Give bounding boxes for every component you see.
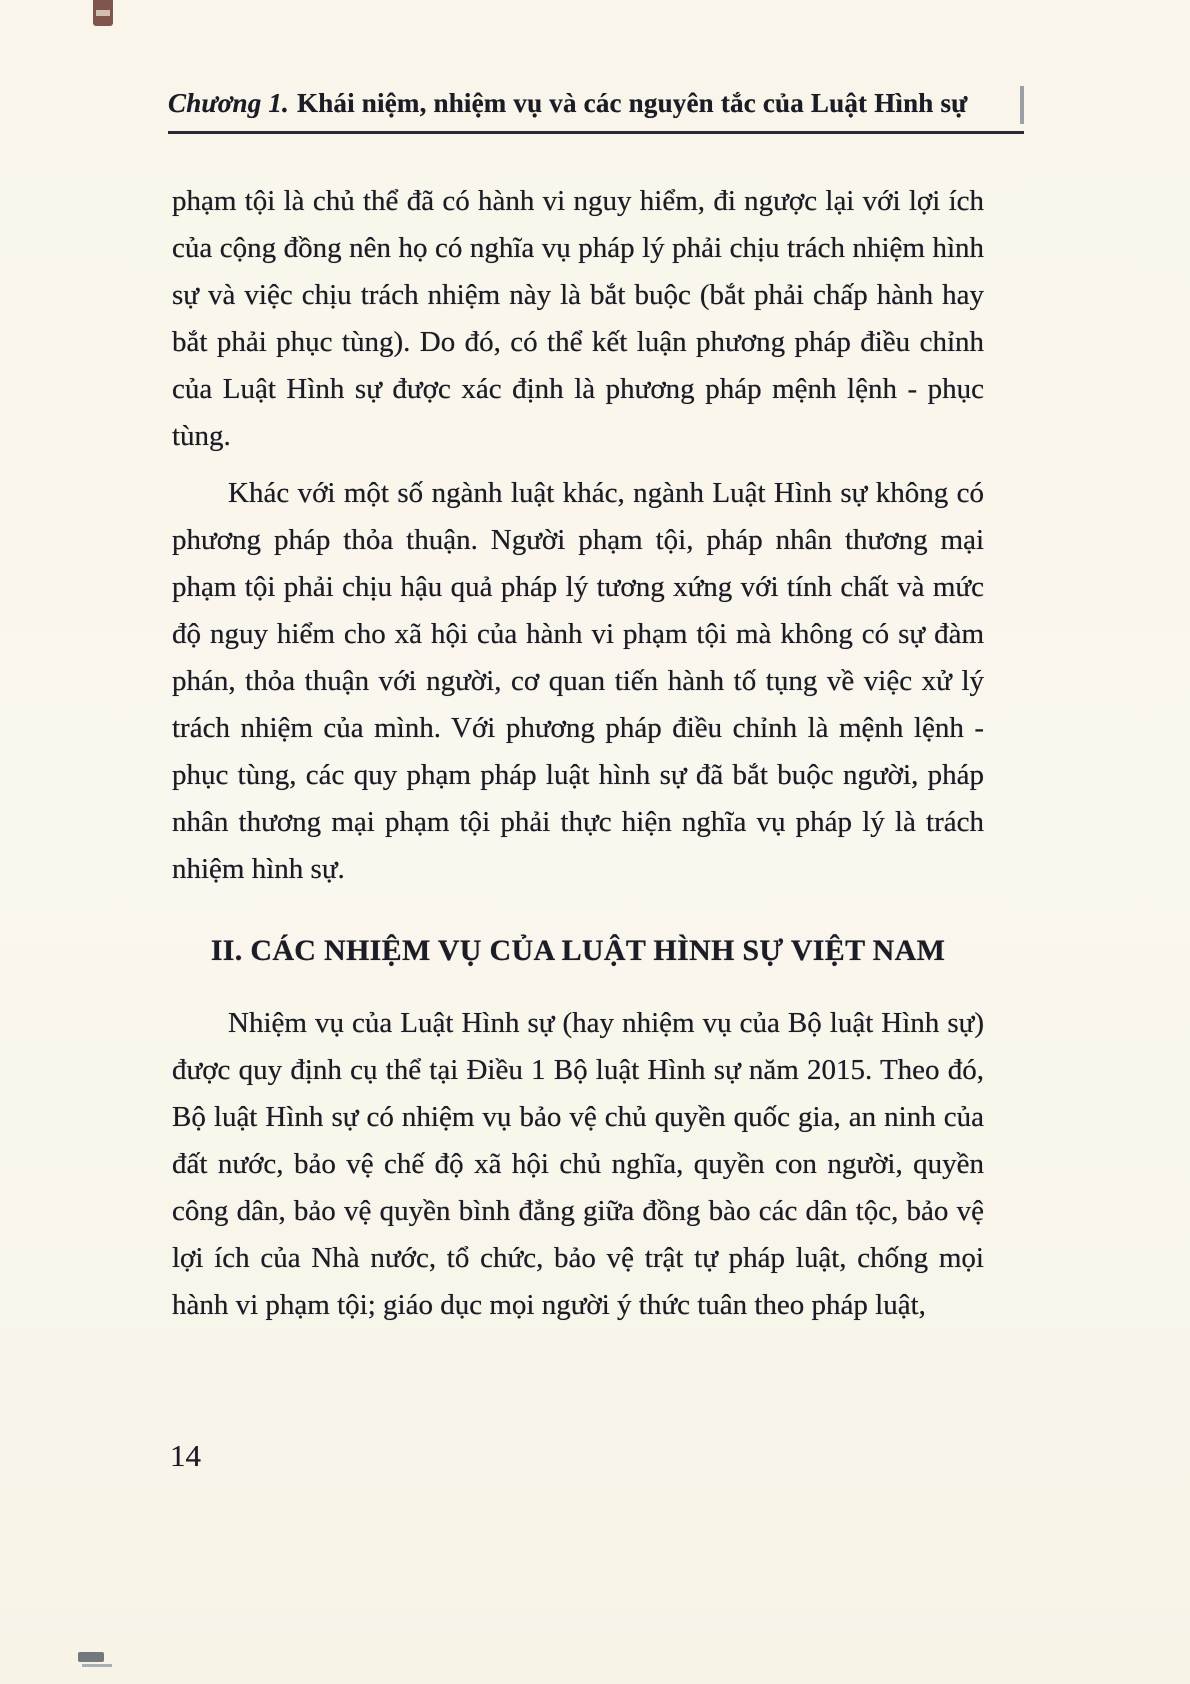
scan-artifact-bottom-left (78, 1652, 104, 1662)
running-header (168, 88, 1024, 134)
chapter-label: Chương 1. (168, 88, 290, 118)
scan-artifact-top-left (93, 0, 113, 26)
body-paragraph: Nhiệm vụ của Luật Hình sự (hay nhiệm vụ của Bộ luật Hình sự) được quy định cụ thể tại Điều 1 Bộ luật Hình sự năm 2015. Theo đó, Bộ luật Hình sự có nhiệm vụ bảo vệ chủ quyền quốc gia, an ninh của đất nước, bảo vệ chế độ xã hội chủ nghĩa, quyền con người, quyền công dân, bảo vệ quyền bình đẳng giữa đồng bào các dân tộc, bảo vệ lợi ích của Nhà nước, tổ chức, bảo vệ trật tự pháp luật, chống mọi hành vi phạm tội; giáo dục mọi người ý thức tuân theo pháp luật, (172, 1007, 984, 1321)
page-body (172, 178, 984, 1339)
section-heading: II. CÁC NHIỆM VỤ CỦA LUẬT HÌNH SỰ VIỆT NAM (210, 934, 946, 967)
scan-artifact-header-tick (1020, 86, 1024, 124)
body-paragraph: Khác với một số ngành luật khác, ngành Luật Hình sự không có phương pháp thỏa thuận. Người phạm tội, pháp nhân thương mại phạm tội phải chịu hậu quả pháp lý tương xứng với tính chất và mức độ nguy hiểm cho xã hội của hành vi phạm tội mà không có sự đàm phán, thỏa thuận với người, cơ quan tiến hành tố tụng về việc xử lý trách nhiệm của mình. Với phương pháp điều chỉnh là mệnh lệnh - phục tùng, các quy phạm pháp luật hình sự đã bắt buộc người, pháp nhân thương mại phạm tội phải thực hiện nghĩa vụ pháp lý là trách nhiệm hình sự. (172, 477, 984, 885)
body-paragraph: phạm tội là chủ thể đã có hành vi nguy hiểm, đi ngược lại với lợi ích của cộng đồng nên họ có nghĩa vụ pháp lý phải chịu trách nhiệm hình sự và việc chịu trách nhiệm này là bắt buộc (bắt phải chấp hành hay bắt phải phục tùng). Do đó, có thể kết luận phương pháp điều chỉnh của Luật Hình sự được xác định là phương pháp mệnh lệnh - phục tùng. (172, 185, 984, 452)
page-number: 14 (170, 1438, 201, 1473)
chapter-title: Khái niệm, nhiệm vụ và các nguyên tắc của Luật Hình sự (297, 88, 968, 118)
